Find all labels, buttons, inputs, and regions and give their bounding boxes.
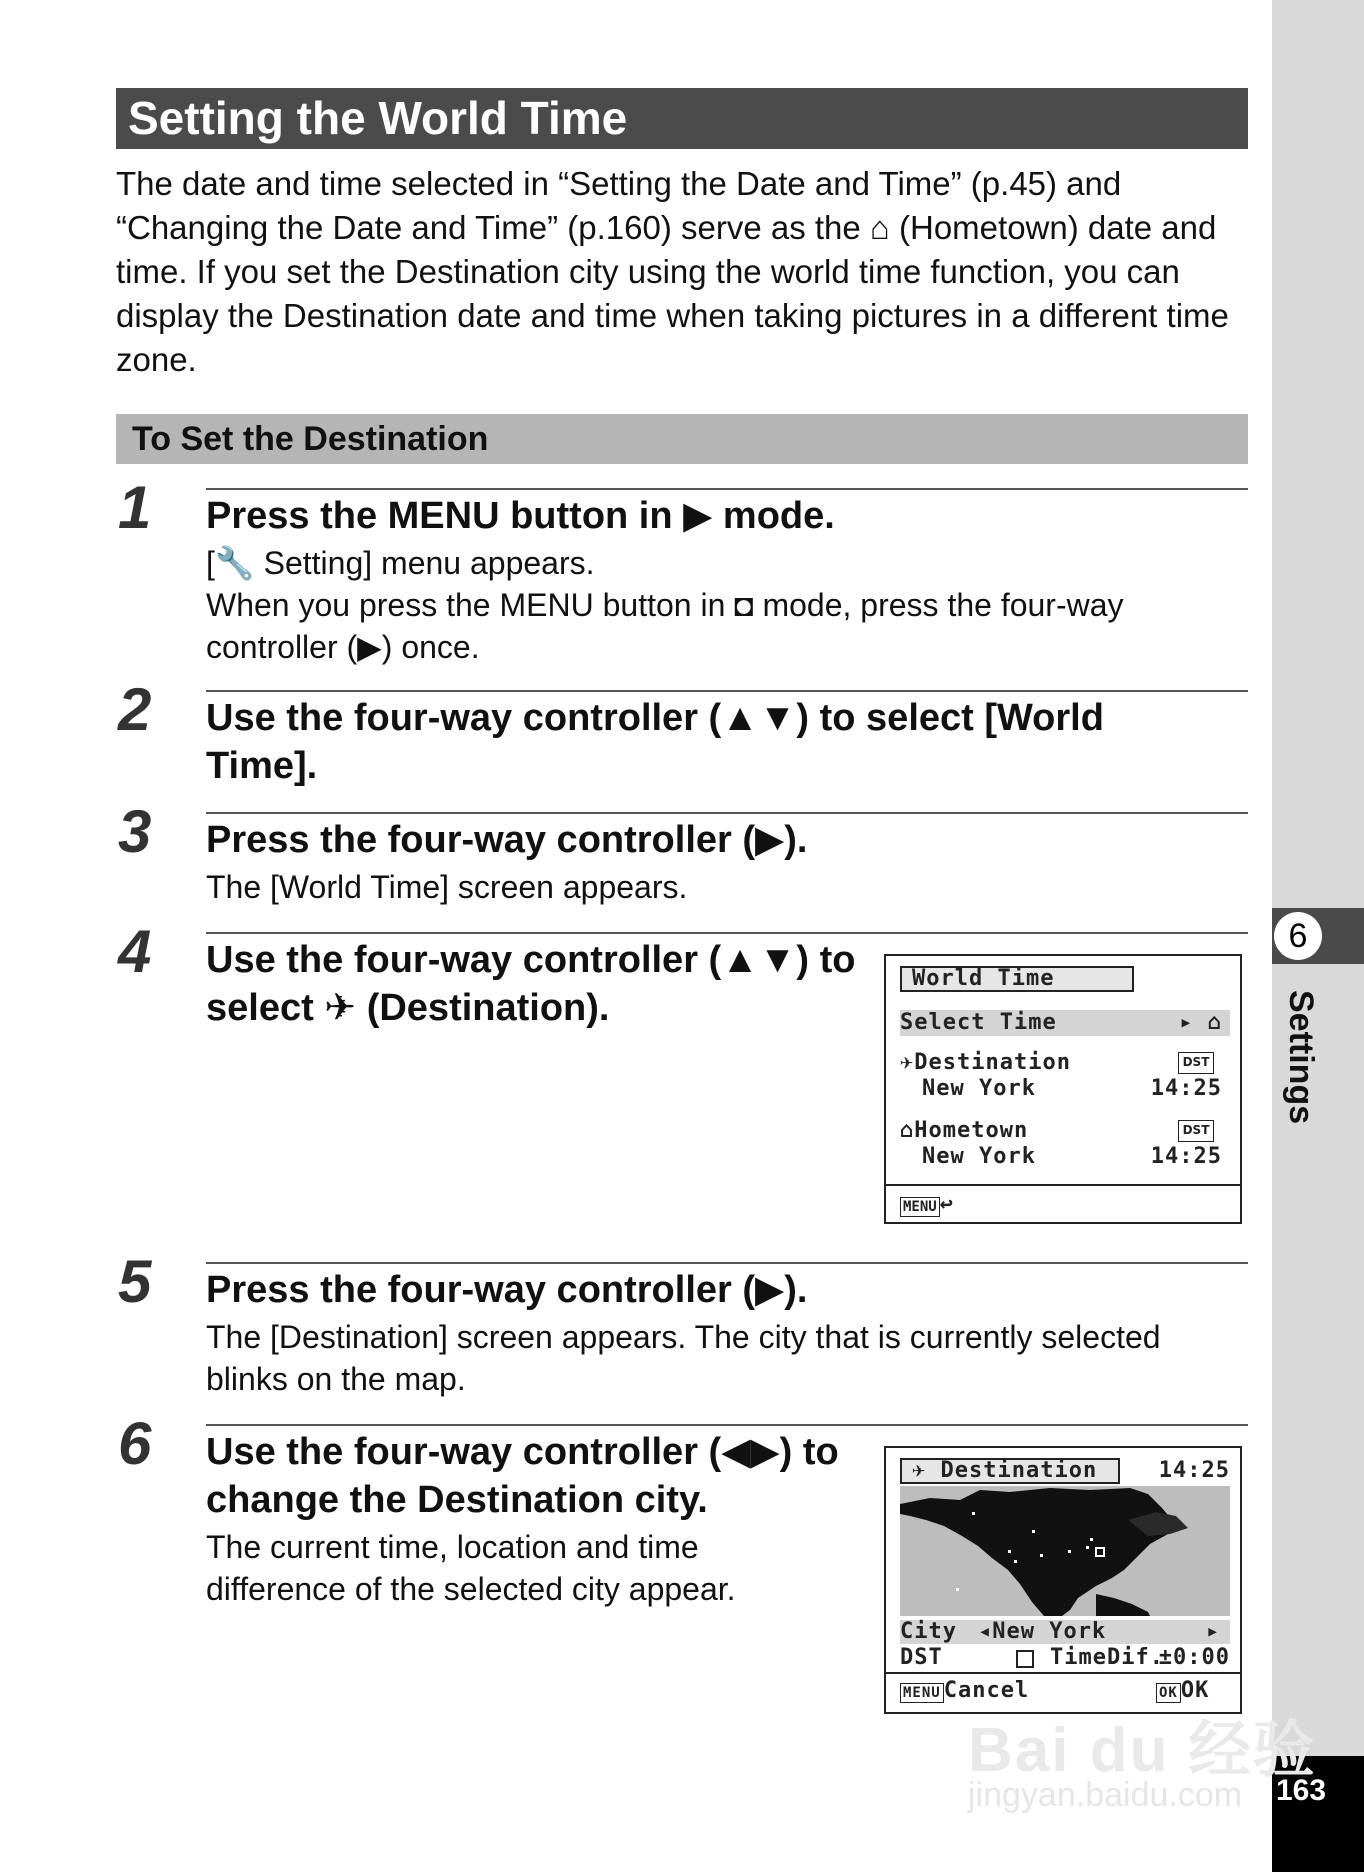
watermark-logo: Bai du 经验 (968, 1716, 1317, 1785)
step-number: 6 (118, 1410, 152, 1477)
step-title: Press the MENU button in ▶ mode. (206, 495, 835, 537)
screen-header: World Time (900, 966, 1134, 992)
screen-header: ✈ Destination (900, 1458, 1120, 1484)
chapter-number: 6 (1274, 912, 1322, 960)
hometown-city: New York (922, 1144, 1036, 1169)
dst-checkbox[interactable] (1016, 1650, 1034, 1668)
destination-label: ✈Destination (900, 1050, 1071, 1075)
select-time-value: ▸ ⌂ (1179, 1010, 1222, 1035)
ok-button-icon: OK (1156, 1683, 1181, 1703)
screen-footer (900, 1192, 953, 1217)
destination-screen (884, 1446, 1242, 1714)
step-divider (206, 932, 1248, 934)
dst-off-icon: DST (1178, 1052, 1214, 1074)
city-value: ◂New York (978, 1619, 1107, 1644)
hometown-time: 14:25 (1150, 1144, 1222, 1169)
chapter-label: Settings (1282, 990, 1320, 1125)
destination-time: 14:25 (1150, 1076, 1222, 1101)
ok-label: OK (1180, 1678, 1210, 1703)
city-label: City (900, 1619, 957, 1644)
screen-footer-divider (886, 1184, 1240, 1186)
step-divider (206, 1424, 1248, 1426)
step-title: Use the four-way controller (◀▶) to change the Destination city. (206, 1431, 839, 1521)
back-icon: ↩ (939, 1192, 953, 1217)
step-number: 1 (118, 474, 152, 541)
intro-paragraph: The date and time selected in “Setting the Date and Time” (p.45) and “Changing the Date and Time” (p.160) serve as the ⌂ (Hometown) date and time. If you set the Destination city using the world time function, you can display the Destination date and time when taking pictures in a different time zone. (116, 165, 1229, 378)
menu-button-icon: MENU (900, 1683, 944, 1703)
step-title: Press the four-way controller (▶). (206, 1269, 808, 1311)
timedif-label: TimeDif. (1050, 1645, 1164, 1670)
step-body: [🔧 Setting] menu appears. (206, 545, 595, 581)
step-divider (206, 488, 1248, 490)
step-body: The [World Time] screen appears. (206, 869, 688, 905)
screen-footer-divider (886, 1672, 1240, 1674)
current-time: 14:25 (1158, 1458, 1230, 1483)
step-divider (206, 690, 1248, 692)
chevron-right-icon: ▸ (1206, 1619, 1221, 1644)
watermark-url: jingyan.baidu.com (968, 1776, 1243, 1814)
world-time-screen (884, 954, 1242, 1224)
timedif-value: ±0:00 (1158, 1645, 1230, 1670)
subheading: To Set the Destination (132, 420, 489, 458)
step-body: The [Destination] screen appears. The city that is currently selected blinks on the map. (206, 1319, 1161, 1397)
step-number: 5 (118, 1248, 152, 1315)
step-number: 4 (118, 918, 152, 985)
page-number: 163 (1276, 1774, 1327, 1807)
destination-city: New York (922, 1076, 1036, 1101)
dst-off-icon: DST (1178, 1120, 1214, 1142)
world-map (900, 1486, 1230, 1616)
step-body: The current time, location and time difference of the selected city appear. (206, 1529, 736, 1607)
page-title: Setting the World Time (128, 92, 628, 144)
step-body: When you press the MENU button in ◘ mode, press the four-way controller (▶) once. (206, 587, 1124, 665)
step-number: 3 (118, 798, 152, 865)
cancel-label: Cancel (943, 1678, 1030, 1703)
hometown-label: ⌂Hometown (900, 1118, 1029, 1143)
step-divider (206, 812, 1248, 814)
step-number: 2 (118, 676, 152, 743)
step-title: Use the four-way controller (▲▼) to select [World Time]. (206, 697, 1104, 787)
dst-label: DST (900, 1645, 943, 1670)
step-divider (206, 1262, 1248, 1264)
step-title: Press the four-way controller (▶). (206, 819, 808, 861)
select-time-label: Select Time (900, 1010, 1057, 1035)
step-title: Use the four-way controller (▲▼) to select ✈ (Destination). (206, 939, 856, 1029)
menu-button-icon: MENU (900, 1197, 940, 1217)
